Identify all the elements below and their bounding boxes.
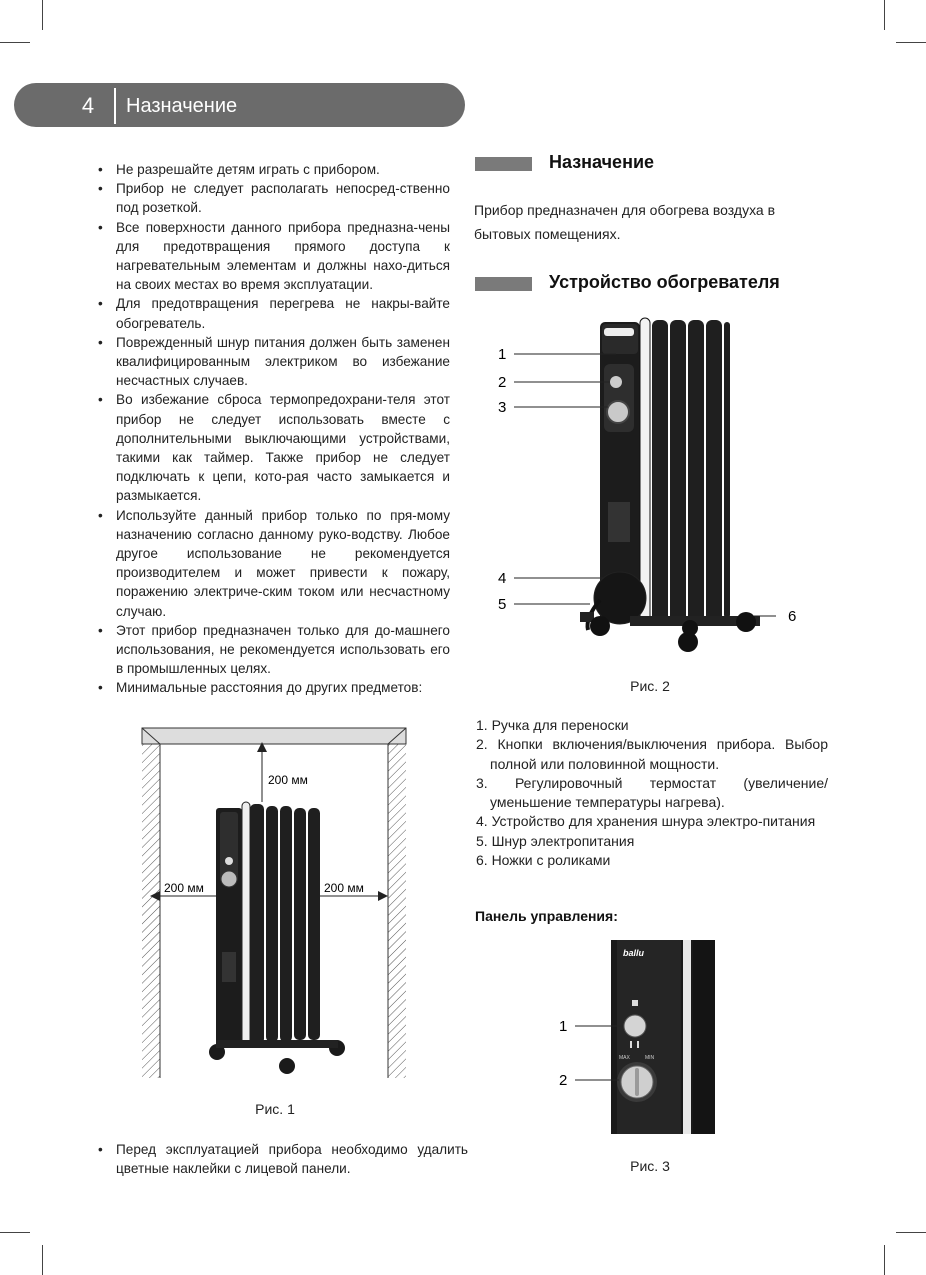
crop-mark [884, 1245, 885, 1275]
section-marker [475, 157, 532, 171]
callout-4: 4 [498, 570, 507, 587]
list-item: • Минимальные расстояния до других предметов: [98, 678, 450, 697]
heater-illustration [209, 802, 345, 1074]
note-list [98, 1140, 468, 1178]
heater-illustration [580, 318, 760, 652]
crop-mark [42, 1245, 43, 1275]
dim-top-label: 200 мм [268, 773, 308, 787]
section-title: Назначение [549, 152, 655, 172]
list-item: 4. Устройство для хранения шнура электро-питания [476, 813, 816, 830]
list-item: 5. Шнур электропитания [476, 832, 635, 849]
header-divider [114, 88, 116, 124]
ceiling [142, 728, 406, 744]
dim-left-label: 200 мм [164, 881, 204, 895]
knob-max-label: MAX [619, 1055, 630, 1061]
panel-heading: Панель управления: [475, 908, 618, 924]
list-item: • Не разрешайте детям играть с прибором. [98, 160, 450, 179]
clearance-diagram [140, 722, 410, 1082]
list-item: • Поврежденный шнур питания должен быть заменен квалифицированным электриком во избежание несчастных случаев. [98, 333, 450, 391]
control-panel-diagram [555, 938, 715, 1138]
list-item: 2. Кнопки включения/выключения прибора. Выбор полной или половинной мощности. [476, 736, 828, 772]
list-item: • Прибор не следует располагать непосред-ственно под розеткой. [98, 179, 450, 217]
callout-6: 6 [788, 608, 797, 625]
safety-list [98, 160, 450, 698]
list-item: • Все поверхности данного прибора предназна-чены для предотвращения прямого доступа к нагревательным элементам и должны нахо-диться на своих местах во время эксплуатации. [98, 218, 450, 295]
parts-list [476, 716, 828, 870]
list-item: • Этот прибор предназначен только для до-машнего использования, не рекомендуется использовать его в промышленных целях. [98, 621, 450, 679]
crop-mark [0, 1232, 30, 1233]
left-wall [142, 744, 160, 1078]
list-item: • Используйте данный прибор только по пря-мому назначению согласно данному руко-водству. Любое другое использование не рекомендуется производителем и может привести к пожару, поражению электриче-ским током или несчастному случаю. [98, 506, 450, 621]
purpose-text: Прибор предназначен для обогрева воздуха в бытовых помещениях. [474, 202, 776, 242]
list-item: • Перед эксплуатацией прибора необходимо удалить цветные наклейки с лицевой панели. [116, 1140, 468, 1178]
crop-mark [0, 42, 30, 43]
crop-mark [896, 1232, 926, 1233]
list-item: 3. Регулировочный термостат (увеличение/ уменьшение температуры нагрева). [476, 774, 828, 811]
list-item: 6. Ножки с роликами [476, 852, 611, 869]
section-title: Устройство обогревателя [549, 272, 780, 292]
power-button[interactable] [624, 1015, 646, 1037]
crop-mark [884, 0, 885, 30]
page-title: Назначение [126, 95, 238, 117]
heater-parts-diagram [490, 312, 810, 658]
callout-3: 3 [498, 399, 507, 416]
list-item: • Для предотвращения перегрева не накры-вайте обогреватель. [98, 294, 450, 332]
callout-5: 5 [498, 596, 507, 613]
callout-2: 2 [498, 374, 507, 391]
figure-caption: Рис. 2 [630, 678, 670, 694]
power-full-icon [632, 1000, 638, 1006]
callout-1: 1 [559, 1018, 568, 1035]
dim-right-label: 200 мм [324, 881, 364, 895]
page-number: 4 [81, 93, 95, 118]
right-wall [388, 744, 406, 1078]
crop-mark [896, 42, 926, 43]
crop-mark [42, 0, 43, 30]
figure-caption: Рис. 3 [630, 1158, 670, 1174]
callout-1: 1 [498, 346, 507, 363]
brand-logo: ballu [623, 948, 645, 958]
section-marker [475, 277, 532, 291]
power-half-icon [630, 1041, 632, 1048]
callout-2: 2 [559, 1072, 568, 1089]
figure-caption: Рис. 1 [255, 1101, 295, 1117]
list-item: • Во избежание сброса термопредохрани-теля этот прибор не следует использовать вместе с дополнительными выключающими устройствами, такими как таймер. Также прибор не следует подключать к цепи, кото-рая часто замыкается и размыкается. [98, 390, 450, 505]
list-item: 1. Ручка для переноски [476, 717, 629, 733]
knob-min-label: MIN [645, 1055, 655, 1061]
